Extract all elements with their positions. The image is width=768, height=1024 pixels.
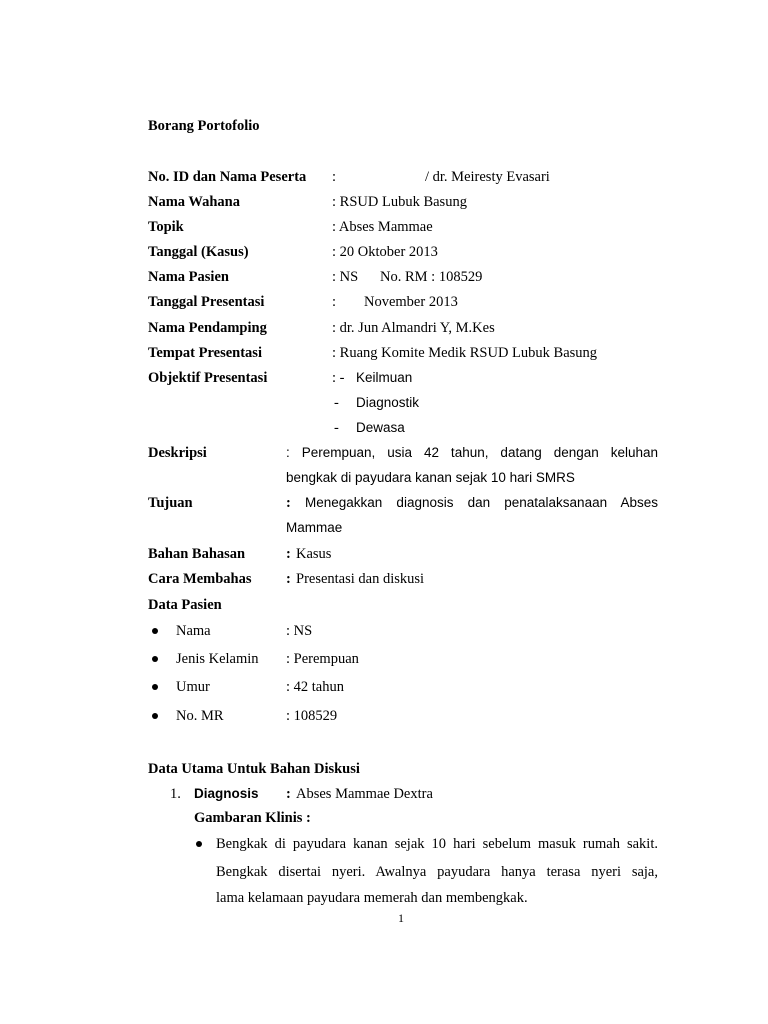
pasien-item-label: Nama <box>176 623 211 639</box>
cara-value: Presentasi dan diskusi <box>296 571 425 587</box>
field-label-tempat: Tempat Presentasi <box>148 345 262 361</box>
objektif-dash: - <box>334 420 339 436</box>
bahan-label: Bahan Bahasan <box>148 546 246 562</box>
document-title: Borang Portofolio <box>148 118 260 134</box>
data-pasien-heading: Data Pasien <box>148 597 222 613</box>
field-value-objektif: : - <box>332 370 345 386</box>
field-label-tanggal-presentasi: Tanggal Presentasi <box>148 294 265 310</box>
data-utama-heading: Data Utama Untuk Bahan Diskusi <box>148 761 360 777</box>
tujuan-line-2: Mammae <box>286 520 343 535</box>
bullet-icon <box>152 713 158 719</box>
field-label-objektif: Objektif Presentasi <box>148 370 268 386</box>
pasien-item-value: : Perempuan <box>286 651 359 667</box>
klinis-para-line-2: Bengkak disertai nyeri. Awalnya payudara hanya terasa nyeri saja, <box>216 864 658 880</box>
cara-label: Cara Membahas <box>148 571 252 587</box>
field-value-tempat: : Ruang Komite Medik RSUD Lubuk Basung <box>332 345 598 361</box>
field-value-tanggal-presentasi: November 2013 <box>364 294 458 310</box>
bahan-colon: : <box>286 546 291 562</box>
field-label-id: No. ID dan Nama Peserta <box>148 169 307 185</box>
field-label-pendamping: Nama Pendamping <box>148 320 267 336</box>
objektif-item: Dewasa <box>356 420 405 435</box>
klinis-para-line-3: lama kelamaan payudara memerah dan membengkak. <box>216 890 528 906</box>
field-value-id: / dr. Meiresty Evasari <box>425 169 550 185</box>
gambaran-klinis-heading: Gambaran Klinis : <box>194 810 311 826</box>
field-label-wahana: Nama Wahana <box>148 194 240 210</box>
objektif-item: Diagnostik <box>356 395 420 410</box>
field-value-tanggal-kasus: : 20 Oktober 2013 <box>332 244 438 260</box>
field-colon-tanggal-presentasi: : <box>332 294 337 310</box>
pasien-item-value: : 42 tahun <box>286 679 344 695</box>
bahan-value: Kasus <box>296 546 332 562</box>
tujuan-colon: : <box>286 495 291 511</box>
bullet-icon <box>152 684 158 690</box>
bullet-icon <box>152 628 158 634</box>
tujuan-label: Tujuan <box>148 495 193 511</box>
field-label-tanggal-kasus: Tanggal (Kasus) <box>148 244 249 260</box>
field-label-topik: Topik <box>148 219 184 235</box>
diagnosis-value: Abses Mammae Dextra <box>296 786 433 802</box>
field-colon-id: : <box>332 169 337 185</box>
pasien-item-label: Umur <box>176 679 210 695</box>
pasien-item-value: : 108529 <box>286 708 338 724</box>
cara-colon: : <box>286 571 291 587</box>
diagnosis-colon: : <box>286 786 291 802</box>
objektif-item: Keilmuan <box>356 370 413 385</box>
field-value-topik: : Abses Mammae <box>332 219 433 235</box>
field-label-nama-pasien: Nama Pasien <box>148 269 229 285</box>
field-value-nama-pasien: : NS <box>332 269 359 285</box>
list-number: 1. <box>170 786 181 802</box>
field-value-no-rm: No. RM : 108529 <box>380 269 483 285</box>
field-value-wahana: : RSUD Lubuk Basung <box>332 194 467 210</box>
field-value-pendamping: : dr. Jun Almandri Y, M.Kes <box>332 320 495 336</box>
klinis-para-line-1: Bengkak di payudara kanan sejak 10 hari sebelum masuk rumah sakit. <box>216 836 658 852</box>
pasien-item-label: No. MR <box>176 708 224 724</box>
page-number: 1 <box>398 911 404 925</box>
pasien-item-value: : NS <box>286 623 313 639</box>
bullet-icon <box>152 656 158 662</box>
pasien-item-label: Jenis Kelamin <box>176 651 259 667</box>
deskripsi-label: Deskripsi <box>148 445 207 461</box>
deskripsi-line-1: : Perempuan, usia 42 tahun, datang dengan keluhan <box>286 445 658 460</box>
tujuan-line-1: Menegakkan diagnosis dan penatalaksanaan Abses <box>305 495 658 510</box>
deskripsi-line-2: bengkak di payudara kanan sejak 10 hari SMRS <box>286 470 575 485</box>
bullet-icon <box>196 841 202 847</box>
diagnosis-label: Diagnosis <box>194 786 259 801</box>
objektif-dash: - <box>334 395 339 411</box>
